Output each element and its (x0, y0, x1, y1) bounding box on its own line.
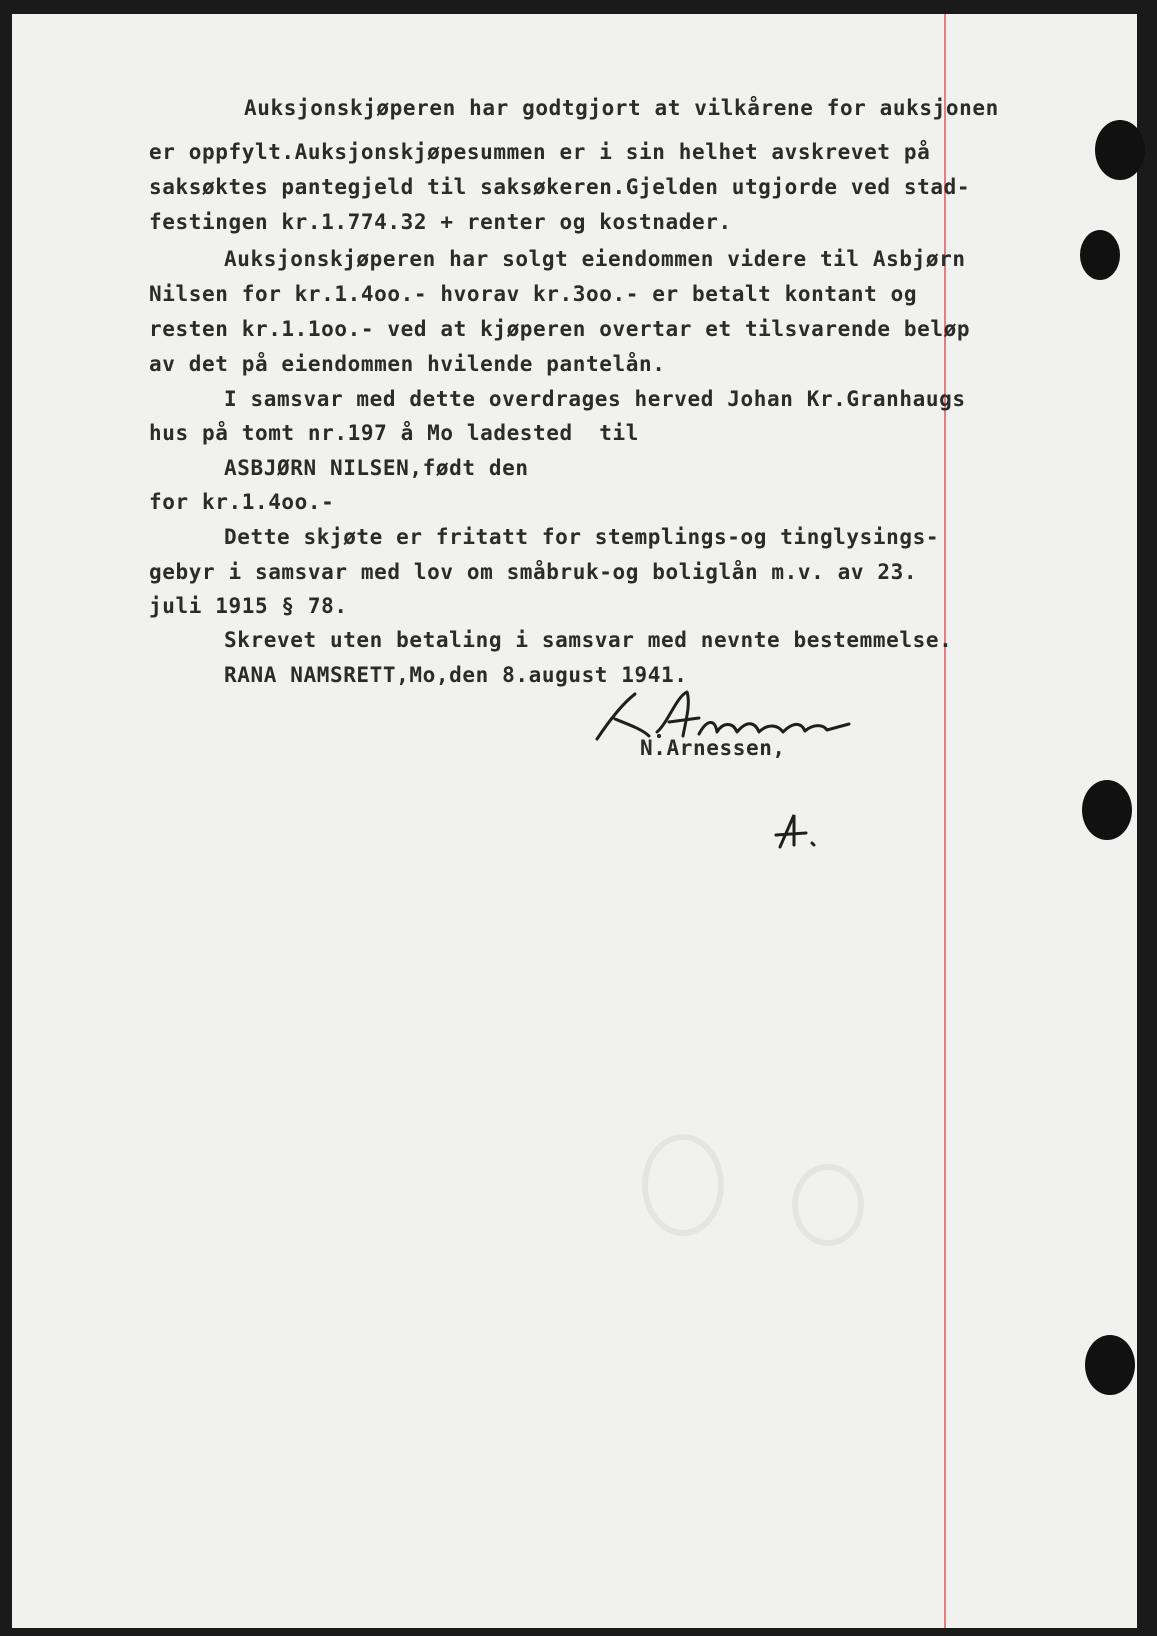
text-line: resten kr.1.1oo.- ved at kjøperen overtar et tilsvarende beløp (149, 317, 971, 341)
binder-hole (1080, 230, 1120, 280)
signatory-name: N.Arnessen, (640, 736, 786, 760)
binder-hole (1082, 780, 1132, 840)
document-page (12, 14, 1137, 1628)
bleed-through-mark (792, 1164, 864, 1246)
text-line: av det på eiendommen hvilende pantelån. (149, 352, 666, 376)
text-line: RANA NAMSRETT,Mo,den 8.august 1941. (224, 663, 688, 687)
text-line: er oppfylt.Auksjonskjøpesummen er i sin helhet avskrevet på (149, 140, 931, 164)
text-line: Nilsen for kr.1.4oo.- hvorav kr.3oo.- er betalt kontant og (149, 282, 918, 306)
binder-hole (1095, 120, 1145, 180)
text-line: Dette skjøte er fritatt for stemplings-og tinglysings- (224, 525, 940, 549)
text-line: juli 1915 § 78. (149, 594, 348, 618)
text-line: Skrevet uten betaling i samsvar med nevnte bestemmelse. (224, 628, 953, 652)
text-line: saksøktes pantegjeld til saksøkeren.Gjelden utgjorde ved stad- (149, 175, 971, 199)
bleed-through-mark (642, 1134, 724, 1236)
text-line: I samsvar med dette overdrages herved Johan Kr.Granhaugs (224, 387, 966, 411)
text-line: festingen kr.1.774.32 + renter og kostnader. (149, 210, 732, 234)
handwritten-initial (772, 809, 822, 854)
text-line: Auksjonskjøperen har godtgjort at vilkårene for auksjonen (244, 96, 999, 120)
text-line: hus på tomt nr.197 å Mo ladested til (149, 421, 639, 445)
text-line: for kr.1.4oo.- (149, 490, 335, 514)
text-line: ASBJØRN NILSEN,født den (224, 456, 529, 480)
text-line: gebyr i samsvar med lov om småbruk-og boliglån m.v. av 23. (149, 560, 918, 584)
text-line: Auksjonskjøperen har solgt eiendommen videre til Asbjørn (224, 247, 966, 271)
binder-hole (1085, 1335, 1135, 1395)
